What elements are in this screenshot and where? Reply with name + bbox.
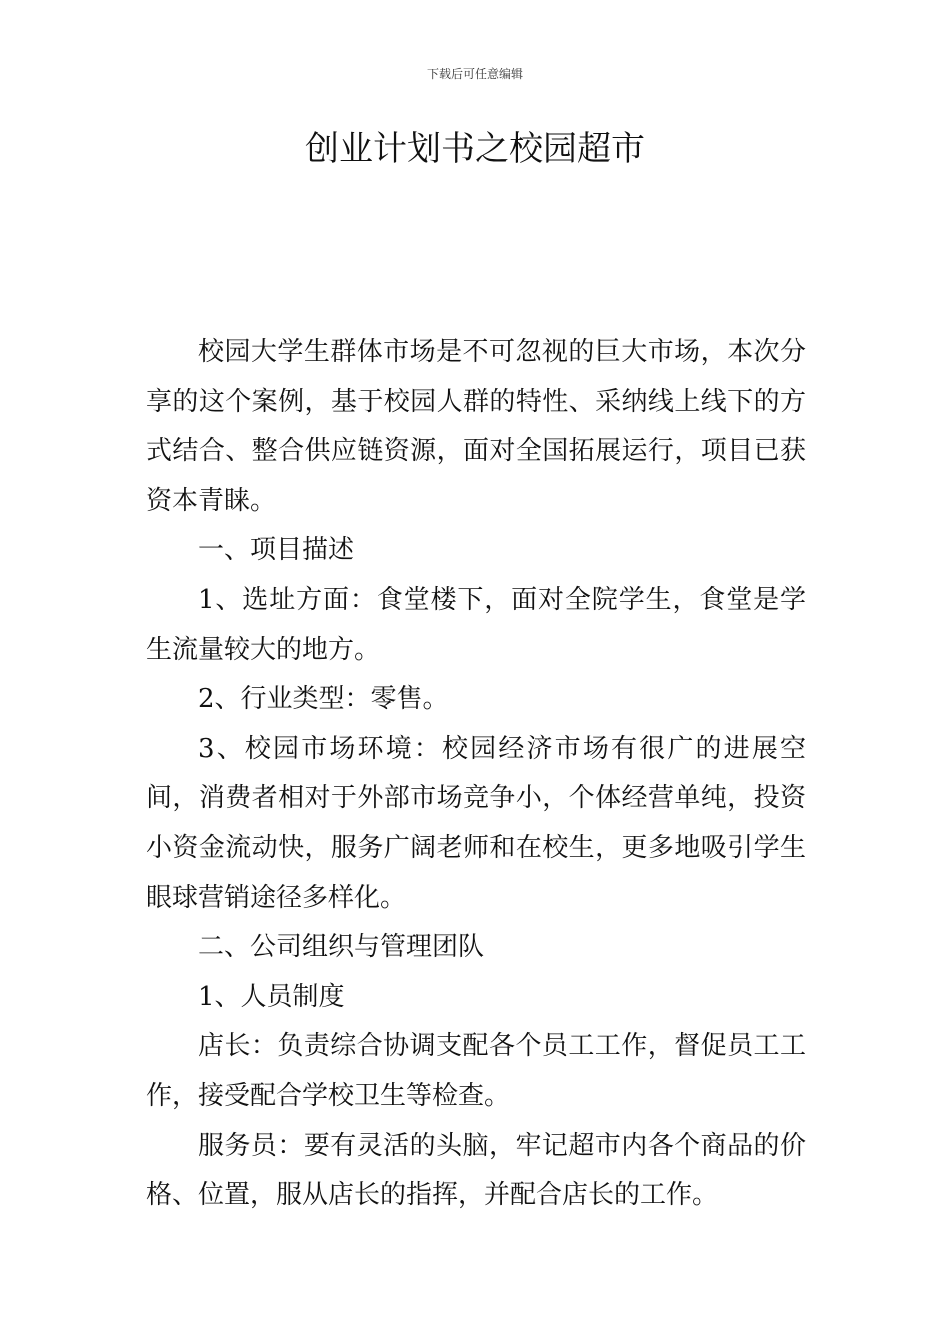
subheading-staff: 1、人员制度 xyxy=(198,981,345,1012)
section-heading-organization: 二、公司组织与管理团队 xyxy=(198,932,485,963)
paragraph-manager: 店长：负责综合协调支配各个员工工作，督促员工工作，接受配合学校卫生等检查。 xyxy=(146,1031,806,1111)
paragraph-industry: 2、行业类型：零售。 xyxy=(198,684,449,715)
paragraph-location: 1、选址方面：食堂楼下，面对全院学生，食堂是学生流量较大的地方。 xyxy=(146,584,806,665)
document-body xyxy=(146,328,806,1221)
section-heading-project: 一、项目描述 xyxy=(198,535,355,566)
paragraph-intro: 校园大学生群体市场是不可忽视的巨大市场，本次分享的这个案例，基于校园人群的特性、采纳线上线下的方式结合、整合供应链资源，面对全国拓展运行，项目已获资本青睐。 xyxy=(146,337,806,516)
document-title: 创业计划书之校园超市 xyxy=(305,129,645,169)
paragraph-market: 3、校园市场环境：校园经济市场有很广的进展空间，消费者相对于外部市场竞争小，个体经营单纯，投资小资金流动快，服务广阔老师和在校生，更多地吸引学生眼球营销途径多样化。 xyxy=(146,733,806,913)
paragraph-clerk: 服务员：要有灵活的头脑，牢记超市内各个商品的价格、位置，服从店长的指挥，并配合店长的工作。 xyxy=(146,1130,806,1211)
header-note: 下载后可任意编辑 xyxy=(426,67,523,81)
